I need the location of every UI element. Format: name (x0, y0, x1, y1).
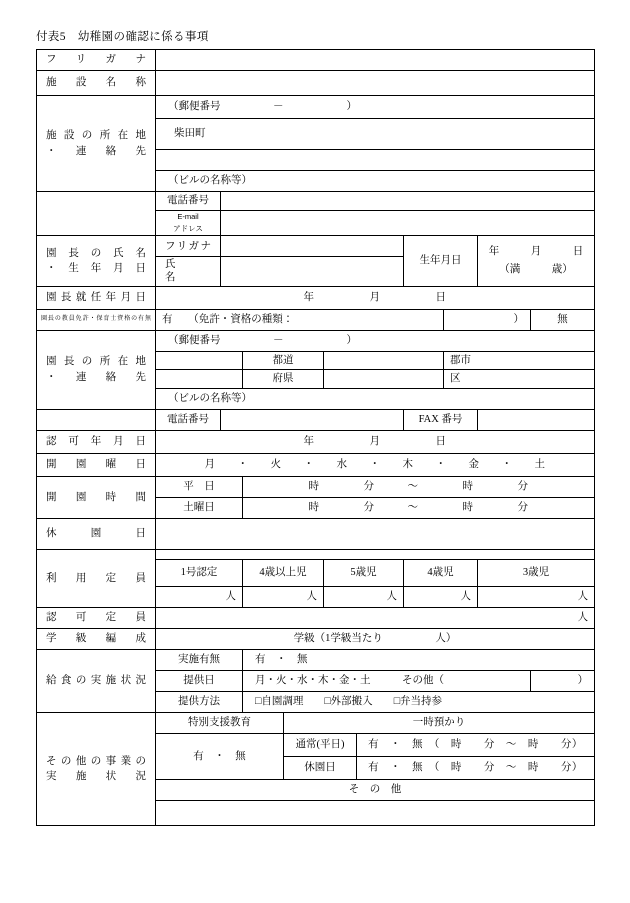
label-meal-text: 給食の実施状況 (46, 675, 146, 687)
label-principal-tel-text: 電話番号 (167, 414, 209, 426)
value-special-support[interactable] (156, 733, 284, 779)
label-principal-fax-text: FAX 番号 (418, 414, 463, 426)
label-facility-email (156, 211, 221, 236)
value-capacity-age4-unit: 人 (460, 591, 471, 603)
value-principal-city-line1[interactable] (444, 351, 595, 369)
value-saturday-hours[interactable] (243, 497, 595, 518)
value-other-text (156, 811, 594, 815)
value-meal-exec-text: 有 ・ 無 (255, 654, 308, 666)
label-capacity-age5-text: 5歳児 (350, 567, 377, 579)
license-kind-text: （免許・資格の種類： (193, 313, 294, 325)
label-furigana (37, 50, 156, 71)
label-principal-birthdate-text: 生年月日 (419, 255, 462, 267)
value-furigana[interactable] (156, 50, 595, 71)
value-facility-town[interactable] (156, 119, 595, 150)
pref-line2-text: 府県 (272, 373, 294, 385)
value-approval-date-text: 年 月 日 (303, 436, 447, 448)
label-capacity-over4 (243, 559, 324, 586)
label-open-hours (37, 476, 156, 518)
value-facility-postal[interactable] (156, 96, 595, 119)
label-facility-email-line1: E-mail (177, 212, 199, 221)
value-open-days[interactable] (156, 453, 595, 476)
value-temp-care-closed[interactable] (357, 756, 595, 779)
label-principal-name (37, 236, 156, 286)
label-principal-address-line2: ・ 連 絡 先 (46, 371, 146, 383)
value-principal-name-text (221, 269, 403, 273)
label-class-organization-text: 学級編成 (46, 633, 146, 645)
value-facility-email[interactable] (221, 211, 595, 236)
label-facility-address (37, 96, 156, 192)
value-capacity-over4[interactable] (243, 586, 324, 607)
capacity-header-strip (156, 549, 595, 559)
label-principal-name-line1: 園長の氏名 (46, 247, 146, 259)
value-principal-postal[interactable] (156, 330, 595, 351)
value-meal-days[interactable] (243, 670, 531, 691)
value-meal-days-other-close-text: ） (577, 675, 589, 687)
value-meal-days-other: その他（ (402, 675, 444, 687)
value-principal-birthdate[interactable] (478, 236, 595, 286)
label-other-text: そ の 他 (348, 784, 402, 796)
value-principal-address-indent2 (156, 369, 243, 388)
label-meal-method (156, 691, 243, 712)
label-meal-method-text: 提供方法 (178, 696, 220, 708)
table-row-facility-name (37, 71, 595, 96)
value-capacity-age5-unit: 人 (386, 591, 397, 603)
table-row-class-organization (37, 628, 595, 649)
value-class-organization-text: 学級（1学級当たり 人） (293, 633, 457, 645)
label-capacity (37, 549, 156, 607)
label-meal-days (156, 670, 243, 691)
value-principal-postal-text: （郵便番号 － ） (168, 334, 357, 346)
value-principal-furigana-text (221, 244, 403, 248)
value-temp-care-normal[interactable] (357, 733, 595, 756)
label-principal-address-spacer2 (37, 409, 156, 430)
kindergarten-form-table (36, 49, 595, 826)
label-temp-care-normal (284, 733, 357, 756)
label-facility-name-text: 施設名称 (46, 77, 146, 89)
label-principal-address-line1: 園長の所在地 (46, 356, 146, 368)
value-facility-address-blank[interactable] (156, 150, 595, 171)
table-row-facility-address-postal (37, 96, 595, 119)
label-open-days-text: 開園曜日 (46, 459, 146, 471)
table-row-open-days (37, 453, 595, 476)
label-approval-date-text: 認可年月日 (46, 436, 146, 448)
license-close-text: ） (513, 313, 524, 325)
label-facility-tel (156, 192, 221, 211)
city-line1-text: 郡市 (450, 354, 471, 366)
page-title: 付表5 幼稚園の確認に係る事項 (36, 31, 209, 43)
label-facility-name (37, 71, 156, 96)
label-capacity-over4-text: 4歳以上児 (259, 567, 307, 579)
label-other (156, 779, 595, 800)
value-principal-birthdate-line1: 年 月 日 (488, 245, 584, 257)
label-weekday-text: 平 日 (183, 481, 215, 493)
value-license-kind[interactable] (156, 309, 444, 330)
value-capacity-age4[interactable] (404, 586, 478, 607)
label-approved-capacity (37, 607, 156, 628)
label-approval-date (37, 430, 156, 453)
label-principal-name-sub (156, 257, 221, 286)
table-row-principal-furigana (37, 236, 595, 257)
value-meal-method[interactable] (243, 691, 595, 712)
value-principal-fax[interactable] (478, 409, 595, 430)
label-capacity-text: 利用定員 (46, 572, 146, 584)
table-row-license (37, 309, 595, 330)
value-principal-address-gap2 (324, 369, 444, 388)
value-saturday-hours-text: 時 分 ～ 時 分 (308, 502, 529, 514)
value-principal-name[interactable] (221, 257, 404, 286)
value-appointment-date-text: 年 月 日 (303, 291, 447, 303)
value-meal-days-other-close (531, 670, 595, 691)
value-approval-date[interactable] (156, 430, 595, 453)
value-facility-postal-text: （郵便番号 － ） (168, 101, 357, 113)
label-capacity-age5 (324, 559, 404, 586)
value-facility-building-text: （ビルの名称等） (168, 175, 252, 187)
value-principal-address-gap (324, 351, 444, 369)
label-other-services-line2: 実 施 状 況 (46, 770, 146, 782)
label-facility-address-spacer (37, 192, 156, 236)
value-temp-care-closed-text: 有 ・ 無 （ 時 分 ～ 時 分） (368, 762, 583, 774)
value-principal-city-line2[interactable] (444, 369, 595, 388)
label-appointment-date (37, 286, 156, 309)
table-row-facility-tel (37, 192, 595, 211)
value-facility-email-text (221, 221, 594, 225)
label-meal-exec-text: 実施有無 (178, 654, 220, 666)
license-yes-text: 有 (162, 313, 173, 325)
label-closed-days-text: 休園日 (46, 528, 146, 540)
label-temp-care-text: 一時預かり (412, 717, 466, 729)
value-facility-name-text (156, 81, 594, 85)
table-row-other-services-header (37, 712, 595, 733)
table-row-principal-tel-fax (37, 409, 595, 430)
value-capacity-cert-unit: 人 (225, 591, 236, 603)
value-facility-tel-text (221, 199, 594, 203)
label-meal (37, 649, 156, 712)
label-principal-name-line2: ・ 生 年 月 日 (46, 262, 146, 274)
label-weekday (156, 476, 243, 497)
value-capacity-age5[interactable] (324, 586, 404, 607)
label-capacity-age4 (404, 559, 478, 586)
value-other[interactable] (156, 800, 595, 825)
value-principal-birthdate-line2: （満 歳） (499, 263, 573, 275)
label-principal-tel (156, 409, 221, 430)
label-saturday-text: 土曜日 (183, 502, 215, 514)
value-weekday-hours[interactable] (243, 476, 595, 497)
value-principal-pref-line2[interactable] (243, 369, 324, 388)
label-temp-care-closed (284, 756, 357, 779)
value-special-support-text: 有 ・ 無 (193, 750, 246, 762)
value-principal-furigana[interactable] (221, 236, 404, 257)
label-license-text: 園長の教員免許・保育士資格の有無 (41, 316, 151, 322)
label-facility-email-line2: アドレス (173, 224, 203, 234)
value-capacity-over4-unit: 人 (306, 591, 317, 603)
label-appointment-date-text: 園長就任年月日 (46, 291, 146, 303)
label-principal-name-sub-text: 氏 名 (165, 259, 207, 284)
label-open-hours-text: 開園時間 (46, 491, 146, 503)
label-special-support (156, 712, 284, 733)
city-line2-text: 区 (450, 373, 461, 385)
value-meal-days-text: 月・火・水・木・金・土 (255, 675, 371, 687)
label-facility-address-line1: 施設の所在地 (46, 130, 146, 142)
label-facility-tel-text: 電話番号 (167, 195, 209, 207)
license-no-text: 無 (557, 313, 568, 325)
value-facility-name[interactable] (156, 71, 595, 96)
value-facility-building[interactable] (156, 171, 595, 192)
value-open-days-text: 月 ・ 火 ・ 水 ・ 木 ・ 金 ・ 土 (204, 459, 546, 471)
value-facility-town-text: 柴田町 (174, 128, 206, 140)
table-row-capacity-strip (37, 549, 595, 559)
label-meal-exec (156, 649, 243, 670)
table-row-meal-exec (37, 649, 595, 670)
value-class-organization[interactable] (156, 628, 595, 649)
value-principal-fax-text (478, 418, 594, 422)
value-furigana-text (156, 58, 594, 62)
meal-method-option-2[interactable]: □外部搬入 (324, 696, 373, 708)
value-capacity-cert[interactable] (156, 586, 243, 607)
value-temp-care-normal-text: 有 ・ 無 （ 時 分 ～ 時 分） (368, 739, 583, 751)
label-temp-care-normal-text: 通常(平日) (295, 739, 345, 751)
label-class-organization (37, 628, 156, 649)
pref-line1-text: 都道 (272, 354, 294, 366)
table-row-approval-date (37, 430, 595, 453)
value-license-no[interactable] (531, 309, 595, 330)
value-capacity-age3-unit: 人 (577, 591, 589, 603)
label-principal-birthdate (404, 236, 478, 286)
value-principal-address-indent (156, 351, 243, 369)
label-facility-address-line2: ・ 連 絡 先 (46, 145, 146, 157)
label-open-days (37, 453, 156, 476)
value-approved-capacity-unit: 人 (577, 612, 589, 624)
label-furigana-text: フリガナ (46, 54, 146, 66)
label-license (37, 309, 156, 330)
value-capacity-age3[interactable] (478, 586, 595, 607)
value-principal-pref-line1[interactable] (243, 351, 324, 369)
label-saturday (156, 497, 243, 518)
table-row-appointment-date (37, 286, 595, 309)
table-row-open-hours-weekday (37, 476, 595, 497)
label-capacity-age3-text: 3歳児 (522, 567, 550, 579)
value-license-close (444, 309, 531, 330)
value-approved-capacity[interactable] (156, 607, 595, 628)
value-facility-tel[interactable] (221, 192, 595, 211)
label-capacity-cert (156, 559, 243, 586)
value-appointment-date[interactable] (156, 286, 595, 309)
value-principal-building[interactable] (156, 388, 595, 409)
label-closed-days (37, 518, 156, 549)
table-row-principal-address-postal (37, 330, 595, 351)
value-principal-building-text: （ビルの名称等） (168, 393, 252, 405)
label-capacity-age4-text: 4歳児 (427, 567, 454, 579)
meal-method-option-1[interactable]: □自園調理 (255, 696, 304, 708)
value-principal-tel[interactable] (221, 409, 404, 430)
label-other-services (37, 712, 156, 825)
value-meal-exec[interactable] (243, 649, 595, 670)
label-other-services-line1: その他の事業の (46, 755, 146, 767)
label-temp-care-closed-text: 休園日 (304, 762, 336, 774)
table-row-closed-days (37, 518, 595, 549)
label-special-support-text: 特別支援教育 (188, 717, 251, 729)
value-closed-days-text (156, 532, 594, 536)
value-closed-days[interactable] (156, 518, 595, 549)
label-capacity-cert-text: 1号認定 (180, 567, 218, 579)
label-capacity-age3 (478, 559, 595, 586)
meal-method-option-3[interactable]: □弁当持参 (393, 696, 443, 708)
table-row-furigana (37, 50, 595, 71)
label-principal-furigana-text: フリガナ (165, 240, 211, 252)
label-temp-care (284, 712, 595, 733)
label-principal-fax (404, 409, 478, 430)
label-approved-capacity-text: 認可定員 (46, 612, 146, 624)
label-meal-days-text: 提供日 (183, 675, 215, 687)
label-principal-furigana (156, 236, 221, 257)
value-weekday-hours-text: 時 分 ～ 時 分 (308, 481, 529, 493)
label-principal-address (37, 330, 156, 409)
table-row-approved-capacity (37, 607, 595, 628)
